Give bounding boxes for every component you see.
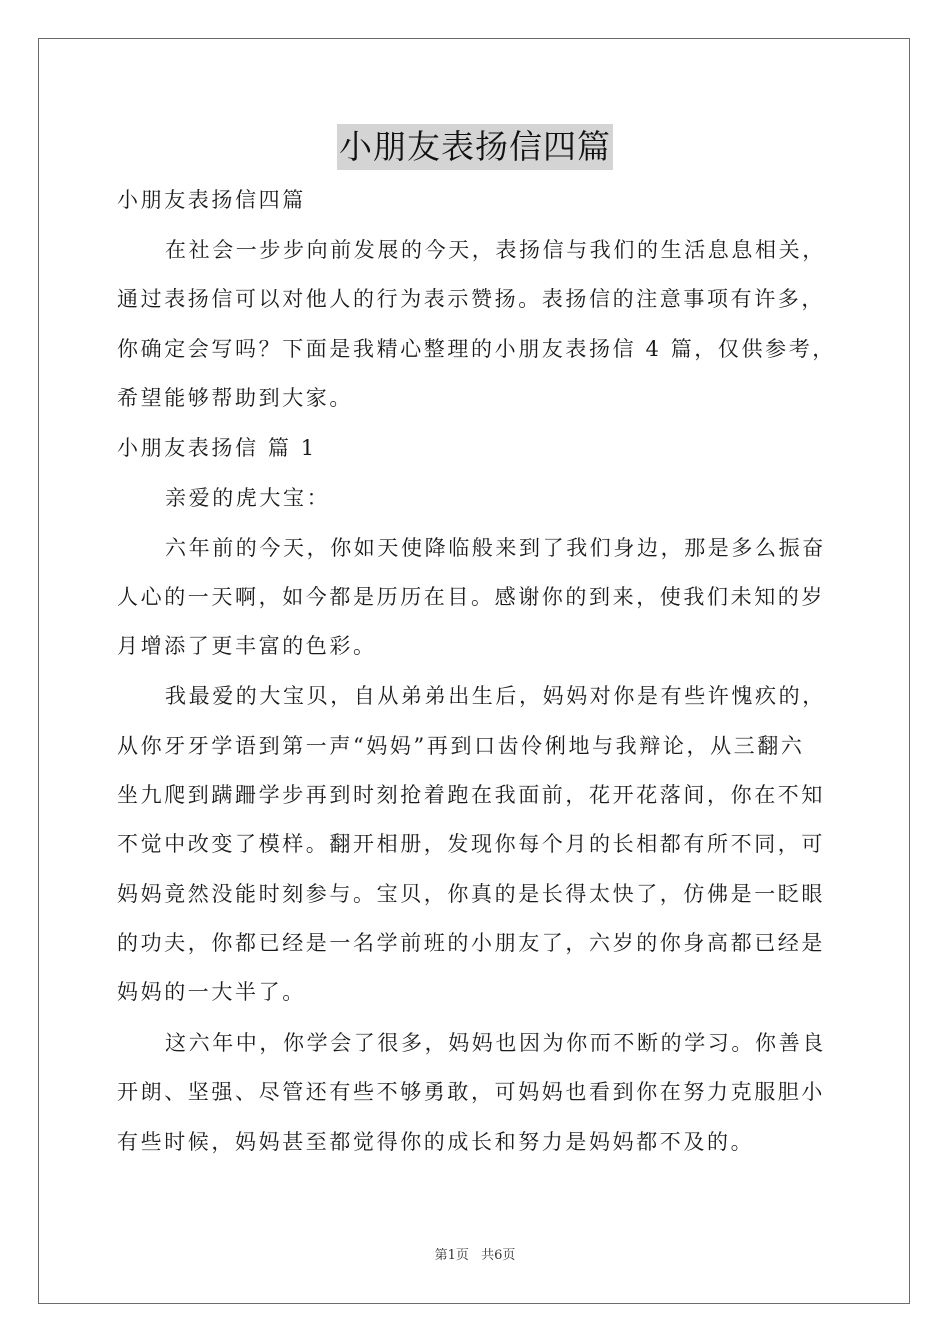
salutation: 亲爱的虎大宝：	[165, 486, 331, 510]
paragraph-line: 有些时候，妈妈甚至都觉得你的成长和努力是妈妈都不及的。	[117, 1130, 755, 1154]
paragraph-line: 妈妈的一大半了。	[117, 980, 306, 1004]
paragraph-line: 六年前的今天，你如天使降临般来到了我们身边，那是多么振奋	[165, 536, 826, 560]
paragraph-line: 开朗、坚强、尽管还有些不够勇敢，可妈妈也看到你在努力克服胆小	[117, 1080, 825, 1104]
intro-line: 你确定会写吗？下面是我精心整理的小朋友表扬信 4 篇，仅供参考，	[117, 337, 836, 361]
intro-line: 希望能够帮助到大家。	[117, 386, 353, 410]
paragraph-line: 这六年中，你学会了很多，妈妈也因为你而不断的学习。你善良	[165, 1031, 826, 1055]
page-total: 共6页	[481, 1248, 516, 1263]
paragraph-line: 从你牙牙学语到第一声“妈妈”再到口齿伶俐地与我辩论，从三翻六	[117, 734, 805, 758]
section-heading: 小朋友表扬信 篇 1	[117, 436, 317, 460]
page-number: 第1页	[434, 1248, 469, 1263]
title-container	[0, 124, 950, 170]
paragraph-line: 的功夫，你都已经是一名学前班的小朋友了，六岁的你身高都已经是	[117, 931, 825, 955]
paragraph-line: 月增添了更丰富的色彩。	[117, 634, 377, 658]
paragraph-line: 妈妈竟然没能时刻参与。宝贝，你真的是长得太快了，仿佛是一眨眼	[117, 882, 825, 906]
page-border	[38, 38, 910, 1304]
paragraph-line: 坐九爬到蹒跚学步再到时刻抢着跑在我面前，花开花落间，你在不知	[117, 783, 825, 807]
intro-line: 在社会一步步向前发展的今天，表扬信与我们的生活息息相关，	[165, 238, 826, 262]
paragraph-line: 不觉中改变了模样。翻开相册，发现你每个月的长相都有所不同，可	[117, 832, 825, 856]
intro-line: 通过表扬信可以对他人的行为表示赞扬。表扬信的注意事项有许多，	[117, 287, 825, 311]
paragraph-line: 我最爱的大宝贝，自从弟弟出生后，妈妈对你是有些许愧疚的，	[165, 684, 826, 708]
subtitle: 小朋友表扬信四篇	[117, 188, 306, 212]
document-title: 小朋友表扬信四篇	[337, 124, 613, 170]
page-footer	[0, 1247, 950, 1265]
paragraph-line: 人心的一天啊，如今都是历历在目。感谢你的到来，使我们未知的岁	[117, 585, 825, 609]
